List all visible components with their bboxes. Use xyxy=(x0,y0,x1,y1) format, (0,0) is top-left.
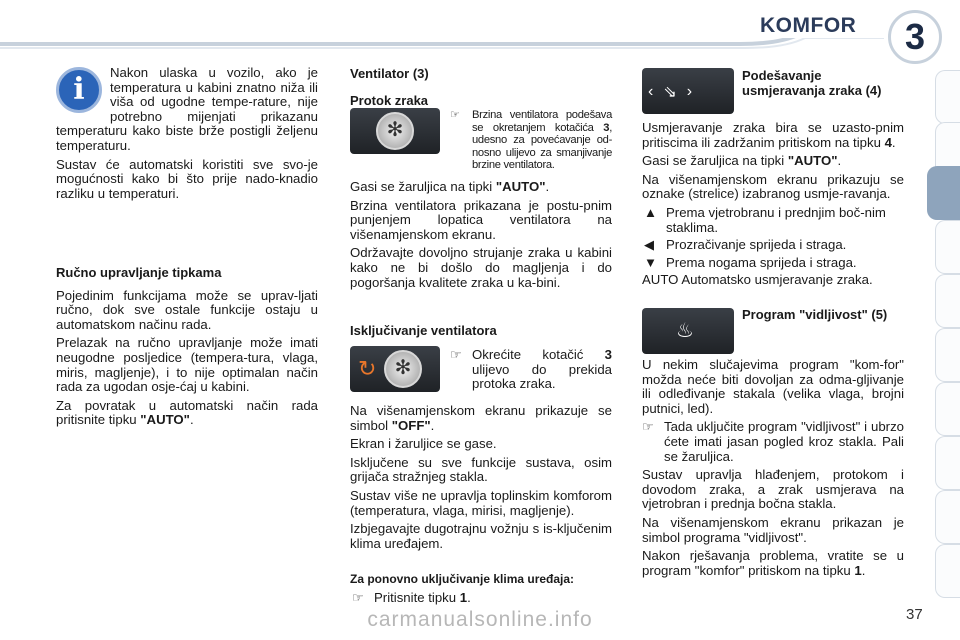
arrow-down-icon: ▼ xyxy=(644,254,658,270)
visibility-button-panel xyxy=(642,308,734,354)
adj-heading-wrap xyxy=(742,69,902,106)
adj-text xyxy=(642,121,904,292)
flow-paragraph-1: Gasi se žaruljica na tipki "AUTO". xyxy=(350,179,550,194)
adj-paragraph-3: Na višenamjenskom ekranu prikazuju se oznake (strelice) izabranog usmje-ravanja. xyxy=(642,171,904,202)
flow-heading: Protok zraka xyxy=(350,92,429,108)
chevron-left-icon: ‹ xyxy=(648,83,654,100)
defrost-icon: ♨ xyxy=(676,320,694,342)
vis-paragraph-4: Nakon rješavanja problema, vratite se u program "komfor" pritiskom na tipku 1. xyxy=(642,548,904,578)
manual-paragraph-3: Za povratak u automatski način rada pritisnite tipku "AUTO". xyxy=(56,397,318,428)
restart-heading: Za ponovno uključivanje klima uređaja: xyxy=(350,572,575,586)
off-paragraph-1: Na višenamjenskom ekranu prikazuje se simbol "OFF". xyxy=(350,403,612,433)
chapter-tab[interactable] xyxy=(935,544,960,598)
pointer-icon: ☞ xyxy=(352,589,364,605)
chapter-tab[interactable] xyxy=(935,490,960,544)
vis-paragraph-3: Na višenamjenskom ekranu prikazan je simbol programa "vidljivost". xyxy=(642,514,904,545)
manual-paragraph-1: Pojedinim funkcijama može se uprav-ljati ručno, dok sve ostale funkcije ostaju u automatskom načinu rada. xyxy=(56,287,318,332)
off-heading: Isključivanje ventilatora xyxy=(350,323,497,338)
off-heading-wrap xyxy=(350,324,612,347)
vis-heading: Program "vidljivost" (5) xyxy=(742,307,888,322)
vis-bullet: ☞ Tada uključite program "vidljivost" i ubrzo ćete imati jasan pogled kroz stakla. Pali se žaruljica. xyxy=(642,419,904,464)
intro-paragraph-2: Sustav će automatski koristiti sve svo-je mogućnosti kako bi što prije nado-knadio razliku u temperaturi. xyxy=(56,156,318,201)
fan-heading: Ventilator (3) xyxy=(350,66,429,81)
off-knob-image xyxy=(350,346,440,392)
page-header xyxy=(0,0,960,62)
adj-auto: AUTO Automatsko usmjeravanje zraka. xyxy=(642,272,873,288)
vis-text xyxy=(642,358,904,582)
fan-icon: ✻ xyxy=(384,350,422,388)
chevron-right-icon: › xyxy=(686,83,693,100)
off-paragraph-5: Izbjegavajte dugotrajnu vožnju s is-ključenim klima uređajem. xyxy=(350,521,612,551)
fan-knob-image xyxy=(350,108,440,154)
left-column xyxy=(56,66,318,205)
adj-item-windscreen: ▲ Prema vjetrobranu i prednjim boč-nim staklima. xyxy=(644,204,886,235)
airflow-icon: ⇘ xyxy=(663,84,677,101)
rotate-arrow-icon: ↻ xyxy=(358,356,377,381)
chapter-tab[interactable] xyxy=(935,328,960,382)
flow-paragraph-3: Održavajte dovoljno strujanje zraka u kabini kako ne bi došlo do magljenja i do pogoršanja kvalitete zraka u ka-bini. xyxy=(350,245,612,290)
chapter-tab[interactable] xyxy=(935,382,960,436)
air-direction-buttons xyxy=(648,82,692,102)
adj-paragraph-2: Gasi se žaruljica na tipki "AUTO". xyxy=(642,153,842,169)
off-paragraph-4: Sustav više ne upravlja toplinskim komforom (temperatura, vlaga, mirisi, magljenje). xyxy=(350,487,612,518)
section-title: KOMFOR xyxy=(760,14,857,37)
off-bullet: ☞ Okrećite kotačić 3 ulijevo do prekida protoka zraka. xyxy=(450,347,612,392)
vis-paragraph-2: Sustav upravlja hlađenjem, protokom i dovodom zraka, a zrak usmjerava na vjetrobran i prednja bočna stakla. xyxy=(642,467,904,512)
adj-heading: Podešavanje usmjeravanja zraka (4) xyxy=(742,68,882,98)
chapter-tab-active[interactable] xyxy=(927,166,960,220)
adj-item-feet: ▼ Prema nogama sprijeda i straga. xyxy=(644,254,857,270)
chapter-tab[interactable] xyxy=(935,70,960,124)
fan-icon: ✻ xyxy=(376,112,414,150)
chapter-tabs xyxy=(932,70,960,630)
adj-item-ventilation: ◀ Prozračivanje sprijeda i straga. xyxy=(644,237,847,253)
manual-section xyxy=(56,266,318,432)
off-paragraph-2: Ekran i žaruljice se gase. xyxy=(350,436,497,452)
manual-heading: Ručno upravljanje tipkama xyxy=(56,265,222,280)
chapter-tab[interactable] xyxy=(935,220,960,274)
page-number: 37 xyxy=(906,606,923,623)
flow-text xyxy=(350,180,612,294)
chapter-tab[interactable] xyxy=(935,436,960,490)
manual-paragraph-2: Prelazak na ručno upravljanje može imati neugodne posljedice (tempera-tura, vlaga, miris, magljenje), i to nije optimalan način rada za ugodan osje-ćaj u kabini. xyxy=(56,335,318,395)
vis-heading-wrap xyxy=(742,308,902,331)
air-direction-panel xyxy=(642,68,734,114)
pointer-icon: ☞ xyxy=(450,347,462,362)
restart-section: Za ponovno uključivanje klima uređaja: ☞ Pritisnite tipku 1. xyxy=(350,572,612,605)
vis-paragraph-1: U nekim slučajevima program "kom-for" možda neće biti dovoljan za odma-gljivanje ili odleđivanje stakala (velika vlaga, brojni putnici, led). xyxy=(642,357,904,416)
intro-text: Nakon ulaska u vozilo, ako je temperatura u kabini znatno niža ili viša od ugodne tempe-rature, nije potrebno mijenjati prikazanu temperaturu kako biste brže postigli željenu temperaturu. xyxy=(56,65,318,153)
chapter-number: 3 xyxy=(888,10,942,64)
intro-paragraph xyxy=(56,66,318,154)
pointer-icon: ☞ xyxy=(642,419,654,435)
off-text xyxy=(350,404,612,555)
arrow-left-icon: ◀ xyxy=(644,237,655,253)
pointer-icon: ☞ xyxy=(450,109,460,121)
info-icon: i xyxy=(56,67,102,113)
flow-bullet: ☞ Brzina ventilatora podešava se okretanjem kotačića 3, udesno za povećavanje od-nosno ulijevo za smanjivanje brzine ventilatora. xyxy=(450,109,612,172)
icon-spacer xyxy=(56,66,110,122)
off-paragraph-3: Isključene su sve funkcije sustava, osim grijača stražnjeg stakla. xyxy=(350,454,612,485)
flow-paragraph-2: Brzina ventilatora prikazana je postu-pnim punjenjem lopatica ventilatora na višenamjenskom ekranu. xyxy=(350,197,612,242)
adj-paragraph-1: Usmjeravanje zraka bira se uzasto-pnim pritiscima ili zadržanim pritiskom na tipku 4. xyxy=(642,120,904,150)
arrow-up-icon: ▲ xyxy=(644,204,658,220)
chapter-tab[interactable] xyxy=(935,274,960,328)
watermark: carmanualsonline.info xyxy=(367,608,593,631)
